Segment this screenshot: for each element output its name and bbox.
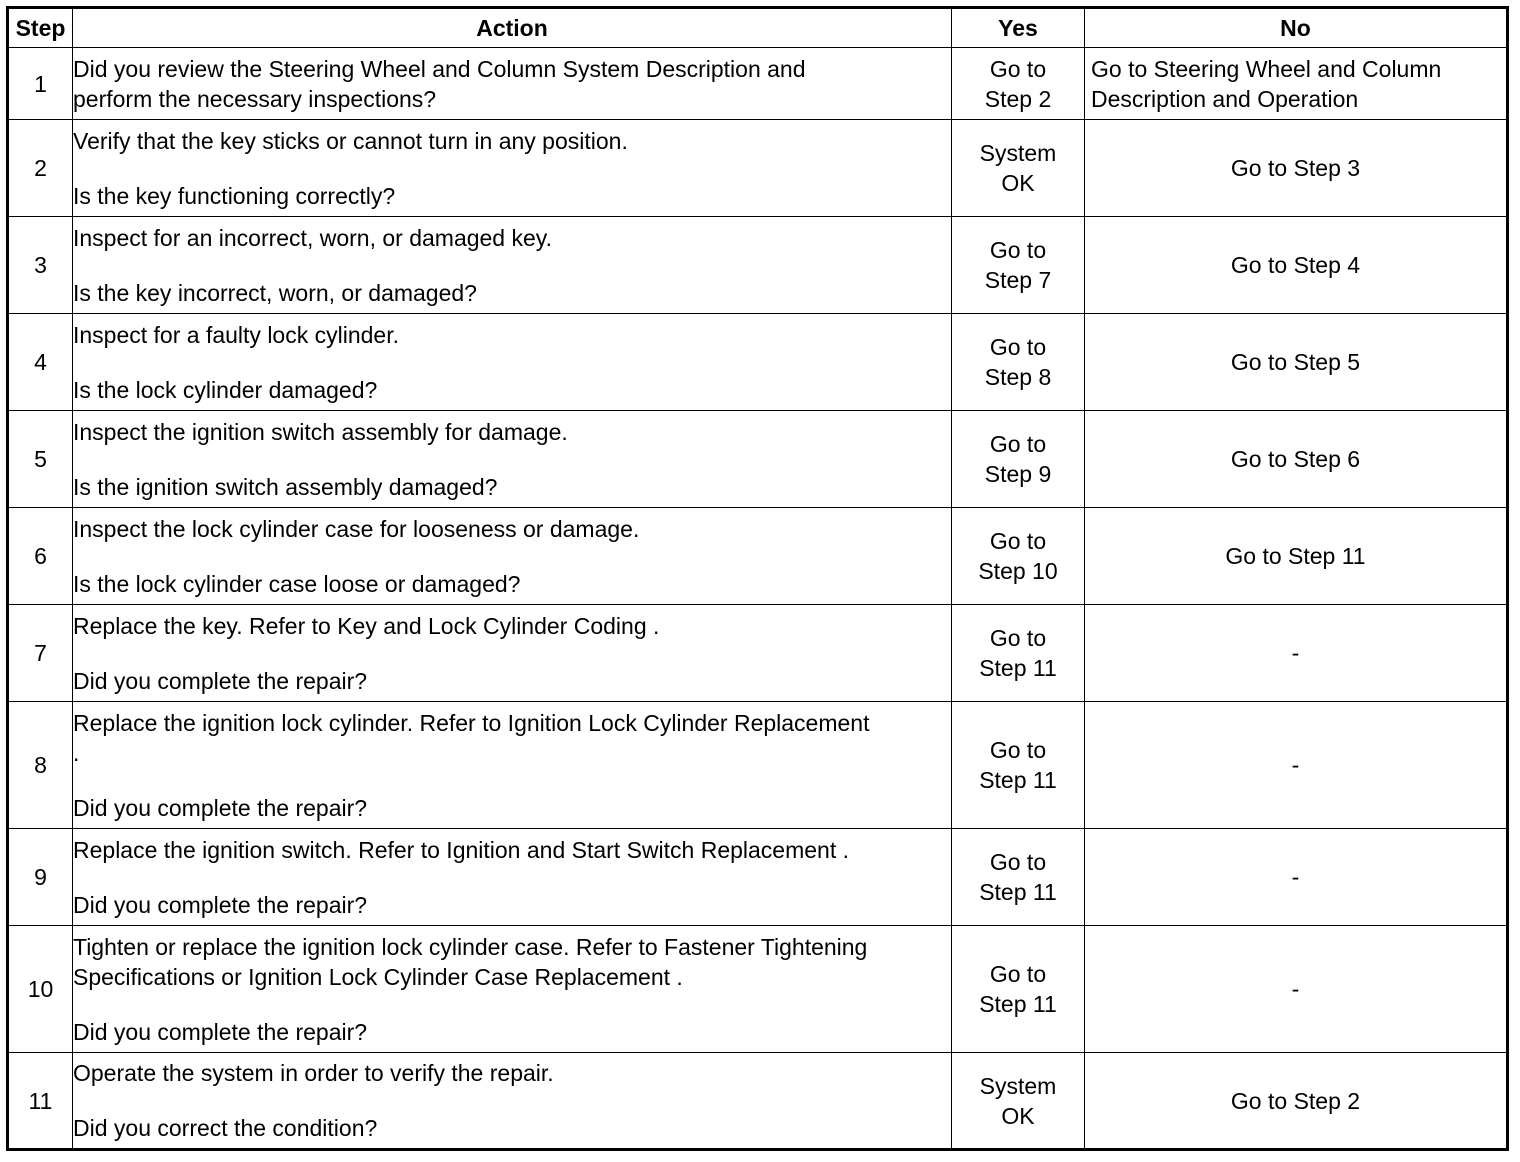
yes-text: Go to: [989, 237, 1047, 263]
table-row: [8, 829, 1508, 926]
column-header-step: Step: [8, 8, 73, 48]
yes-cell: [952, 1053, 1085, 1150]
yes-text: Step 11: [979, 991, 1057, 1017]
no-cell: [1085, 926, 1508, 1053]
action-text: Inspect for a faulty lock cylinder.: [73, 321, 399, 348]
action-text: Did you review the Steering Wheel and Column System Description and: [73, 55, 806, 82]
yes-text: Go to: [989, 737, 1047, 763]
yes-text: OK: [1001, 1102, 1035, 1129]
table-row: [8, 314, 1508, 411]
step-number: 9: [8, 829, 73, 926]
yes-text: Go to: [989, 55, 1047, 82]
diagnostic-table: [6, 6, 1509, 1151]
no-cell: [1085, 605, 1508, 702]
diagnostic-table-container: [6, 6, 1509, 1151]
action-cell: [73, 702, 952, 829]
action-text: Inspect the lock cylinder case for looseness or damage.: [73, 515, 640, 542]
action-text: .: [73, 739, 80, 766]
no-cell: [1085, 314, 1508, 411]
yes-text: Step 11: [979, 879, 1057, 905]
no-text: -: [1291, 864, 1300, 890]
table-row: [8, 508, 1508, 605]
no-text: Go to Step 4: [1230, 252, 1361, 278]
action-text: Replace the key. Refer to Key and Lock Cylinder Coding .: [73, 612, 660, 639]
column-header-action: Action: [73, 8, 952, 48]
action-text: Replace the ignition switch. Refer to Ignition and Start Switch Replacement .: [73, 836, 850, 863]
action-question: Is the lock cylinder case loose or damaged?: [73, 570, 521, 597]
action-text: perform the necessary inspections?: [73, 85, 437, 112]
action-cell: [73, 605, 952, 702]
yes-text: OK: [1001, 170, 1035, 196]
action-text: Tighten or replace the ignition lock cylinder case. Refer to Fastener Tightening: [73, 933, 868, 960]
no-cell: [1085, 120, 1508, 217]
table-row: [8, 48, 1508, 120]
no-text: Description and Operation: [1091, 85, 1359, 112]
yes-text: Step 9: [984, 461, 1052, 487]
column-header-yes: Yes: [952, 8, 1085, 48]
action-cell: [73, 48, 952, 120]
yes-text: Step 10: [978, 558, 1058, 584]
no-text: Go to Steering Wheel and Column: [1091, 55, 1442, 82]
action-text: Inspect for an incorrect, worn, or damaged key.: [73, 224, 552, 251]
no-text: Go to Step 11: [1225, 543, 1366, 569]
header-row: [8, 8, 1508, 48]
step-number: 8: [8, 702, 73, 829]
action-cell: [73, 314, 952, 411]
yes-cell: [952, 508, 1085, 605]
action-question: Is the lock cylinder damaged?: [73, 376, 378, 403]
action-cell: [73, 926, 952, 1053]
step-number: 7: [8, 605, 73, 702]
yes-text: Step 7: [984, 267, 1052, 293]
step-number: 5: [8, 411, 73, 508]
yes-cell: [952, 605, 1085, 702]
step-number: 3: [8, 217, 73, 314]
no-cell: [1085, 411, 1508, 508]
no-text: -: [1291, 752, 1300, 778]
no-cell: [1085, 508, 1508, 605]
yes-cell: [952, 411, 1085, 508]
step-number: 10: [8, 926, 73, 1053]
step-number: 1: [8, 48, 73, 120]
action-question: Did you complete the repair?: [73, 891, 368, 918]
column-header-no: No: [1085, 8, 1508, 48]
yes-text: Step 11: [979, 655, 1057, 681]
no-text: -: [1291, 976, 1300, 1002]
action-question: Did you complete the repair?: [73, 1018, 368, 1045]
yes-text: Go to: [989, 528, 1047, 554]
action-question: Is the key functioning correctly?: [73, 182, 396, 209]
action-question: Did you complete the repair?: [73, 667, 368, 694]
yes-cell: [952, 48, 1085, 120]
yes-text: Step 11: [979, 767, 1057, 793]
action-cell: [73, 829, 952, 926]
action-question: Did you complete the repair?: [73, 794, 368, 821]
yes-text: Step 8: [984, 364, 1052, 390]
yes-cell: [952, 926, 1085, 1053]
no-text: Go to Step 6: [1230, 446, 1361, 472]
table-row: [8, 1053, 1508, 1150]
action-question: Did you correct the condition?: [73, 1115, 378, 1141]
yes-text: Go to: [989, 849, 1047, 875]
table-row: [8, 702, 1508, 829]
no-cell: [1085, 48, 1508, 120]
yes-text: Go to: [989, 961, 1047, 987]
action-cell: [73, 508, 952, 605]
yes-text: Go to: [989, 625, 1047, 651]
no-cell: [1085, 702, 1508, 829]
step-number: 4: [8, 314, 73, 411]
step-number: 2: [8, 120, 73, 217]
no-text: Go to Step 5: [1230, 349, 1361, 375]
yes-text: System: [979, 140, 1057, 166]
no-cell: [1085, 217, 1508, 314]
step-number: 6: [8, 508, 73, 605]
table-row: [8, 605, 1508, 702]
yes-text: Go to: [989, 334, 1047, 360]
table-body: [8, 48, 1508, 1150]
no-text: -: [1291, 640, 1300, 666]
action-text: Specifications or Ignition Lock Cylinder Case Replacement .: [73, 963, 683, 990]
no-text: Go to Step 2: [1230, 1087, 1361, 1114]
action-cell: [73, 1053, 952, 1150]
no-cell: [1085, 1053, 1508, 1150]
action-cell: [73, 217, 952, 314]
yes-text: System: [979, 1072, 1057, 1099]
table-row: [8, 411, 1508, 508]
no-cell: [1085, 829, 1508, 926]
yes-cell: [952, 829, 1085, 926]
table-row: [8, 217, 1508, 314]
action-text: Operate the system in order to verify the repair.: [73, 1060, 554, 1086]
action-cell: [73, 411, 952, 508]
action-text: Inspect the ignition switch assembly for damage.: [73, 418, 568, 445]
action-cell: [73, 120, 952, 217]
table-row: [8, 926, 1508, 1053]
table-row: [8, 120, 1508, 217]
action-text: Replace the ignition lock cylinder. Refer to Ignition Lock Cylinder Replacement: [73, 709, 870, 736]
yes-cell: [952, 314, 1085, 411]
step-number: 11: [8, 1053, 73, 1150]
yes-text: Go to: [989, 431, 1047, 457]
yes-cell: [952, 702, 1085, 829]
yes-cell: [952, 120, 1085, 217]
action-question: Is the ignition switch assembly damaged?: [73, 473, 498, 500]
no-text: Go to Step 3: [1230, 155, 1361, 181]
action-text: Verify that the key sticks or cannot turn in any position.: [73, 127, 628, 154]
yes-text: Step 2: [984, 85, 1052, 112]
action-question: Is the key incorrect, worn, or damaged?: [73, 279, 477, 306]
yes-cell: [952, 217, 1085, 314]
